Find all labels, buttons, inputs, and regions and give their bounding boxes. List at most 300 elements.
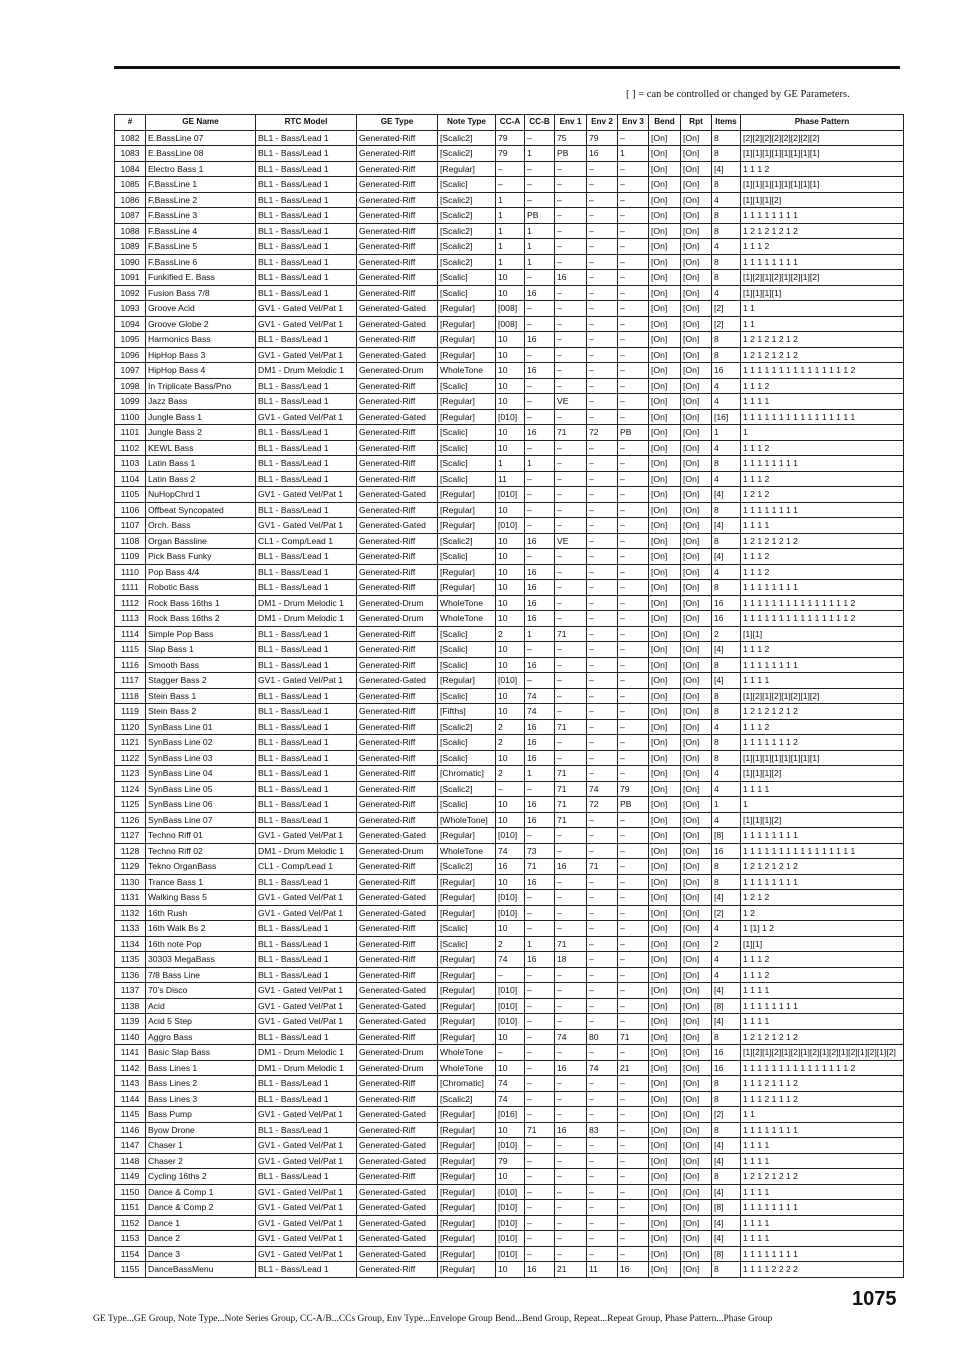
table-cell: – [618,1122,649,1138]
table-cell: GV1 - Gated Vel/Pat 1 [256,1246,357,1262]
table-cell: [Regular] [438,673,496,689]
table-cell: Bass Lines 3 [146,1091,256,1107]
table-cell: 10 [496,270,525,286]
table-cell: 71 [555,936,587,952]
table-cell: 1104 [115,471,146,487]
table-cell: – [587,1014,618,1030]
table-cell: – [555,611,587,627]
table-cell: [Regular] [438,1262,496,1278]
table-cell: 16 [712,843,741,859]
table-cell: Jazz Bass [146,394,256,410]
table-cell: 1 1 1 1 1 1 1 1 [741,1200,904,1216]
table-row [115,1045,904,1061]
table-cell: – [618,766,649,782]
table-cell: [On] [649,642,681,658]
table-cell: [On] [681,285,712,301]
table-cell: 1144 [115,1091,146,1107]
table-cell: [On] [681,719,712,735]
table-cell: – [587,735,618,751]
table-cell: – [525,549,555,565]
table-cell: Generated-Riff [357,952,438,968]
table-cell: 1150 [115,1184,146,1200]
table-cell: [Regular] [438,1138,496,1154]
table-cell: – [618,1014,649,1030]
table-cell: [010] [496,1184,525,1200]
table-cell: Generated-Gated [357,1184,438,1200]
table-cell: – [555,378,587,394]
table-cell: – [587,270,618,286]
footer-note: GE Type...GE Group, Note Type...Note Series Group, CC-A/B...CCs Group, Env Type...Envelope Group Bend...Bend Group, Repeat...Repeat Group, Phase Pattern...Phase Group [93,1314,773,1324]
table-cell: – [587,1200,618,1216]
table-cell: [Regular] [438,1107,496,1123]
table-cell: 1 1 1 2 [741,952,904,968]
table-cell: 8 [712,657,741,673]
table-cell: 10 [496,1169,525,1185]
table-cell: [Scalic] [438,285,496,301]
table-cell: [Scalic] [438,642,496,658]
table-cell: [On] [681,363,712,379]
table-cell: 10 [496,704,525,720]
table-cell: Generated-Drum [357,611,438,627]
table-cell: DM1 - Drum Melodic 1 [256,1060,357,1076]
table-row [115,161,904,177]
table-cell: 1119 [115,704,146,720]
table-cell: [On] [681,1184,712,1200]
table-cell: Dance 3 [146,1246,256,1262]
table-cell: – [525,177,555,193]
table-cell: – [555,1107,587,1123]
table-cell: 1130 [115,874,146,890]
table-cell: 10 [496,688,525,704]
table-cell: Generated-Riff [357,1169,438,1185]
table-row [115,254,904,270]
table-cell: Generated-Riff [357,394,438,410]
table-cell: – [618,611,649,627]
table-cell: – [525,130,555,146]
table-cell: – [496,177,525,193]
table-cell: Generated-Riff [357,1262,438,1278]
table-cell: BL1 - Bass/Lead 1 [256,704,357,720]
table-cell: 1 [741,797,904,813]
table-cell: – [555,316,587,332]
table-row [115,843,904,859]
table-cell: – [525,983,555,999]
table-cell: [4] [712,1138,741,1154]
table-cell: [On] [681,1122,712,1138]
table-cell: Generated-Riff [357,1122,438,1138]
table-cell: [2] [712,905,741,921]
table-cell: 4 [712,967,741,983]
table-row [115,564,904,580]
table-cell: 1 1 1 2 [741,471,904,487]
table-cell: 8 [712,130,741,146]
table-cell: [010] [496,1200,525,1216]
table-cell: 16 [525,285,555,301]
table-cell: – [555,890,587,906]
table-cell: – [587,363,618,379]
table-cell: [On] [649,1029,681,1045]
table-cell: 4 [712,921,741,937]
table-cell: – [525,347,555,363]
table-cell: Pick Bass Funky [146,549,256,565]
table-cell: 1 1 1 1 [741,673,904,689]
table-cell: [Scalic2] [438,130,496,146]
table-cell: 8 [712,1091,741,1107]
table-cell: – [555,161,587,177]
table-cell: 1121 [115,735,146,751]
table-cell: – [587,611,618,627]
table-cell: [2] [712,1107,741,1123]
table-cell: [2] [712,316,741,332]
table-cell: [On] [649,394,681,410]
table-cell: BL1 - Bass/Lead 1 [256,502,357,518]
table-cell: BL1 - Bass/Lead 1 [256,952,357,968]
table-cell: – [555,409,587,425]
table-cell: 1096 [115,347,146,363]
table-cell: [4] [712,518,741,534]
table-cell: E.BassLine 07 [146,130,256,146]
table-cell: – [587,1153,618,1169]
table-cell: [On] [681,394,712,410]
table-cell: – [587,967,618,983]
table-cell: 71 [555,719,587,735]
table-cell: – [525,270,555,286]
table-cell: – [555,1200,587,1216]
table-row [115,1184,904,1200]
table-cell: [Scalic2] [438,223,496,239]
table-cell: 1 2 1 2 1 2 1 2 [741,859,904,875]
table-cell: – [618,967,649,983]
table-cell: – [587,208,618,224]
table-cell: 8 [712,750,741,766]
table-cell: Generated-Riff [357,781,438,797]
table-cell: GV1 - Gated Vel/Pat 1 [256,1107,357,1123]
table-cell: 1112 [115,595,146,611]
table-cell: – [618,394,649,410]
table-cell: – [618,580,649,596]
table-row [115,890,904,906]
table-cell: 1 [525,239,555,255]
table-cell: – [587,766,618,782]
table-cell: [Regular] [438,905,496,921]
table-cell: – [618,719,649,735]
table-cell: 2 [496,936,525,952]
table-cell: Generated-Riff [357,502,438,518]
table-cell: [010] [496,998,525,1014]
table-cell: – [555,223,587,239]
table-cell: 1105 [115,487,146,503]
table-cell: 1 1 [741,1107,904,1123]
table-cell: [Scalic] [438,440,496,456]
table-cell: – [555,998,587,1014]
table-cell: [On] [681,626,712,642]
table-cell: [On] [681,1169,712,1185]
table-cell: 1 1 1 1 [741,394,904,410]
table-cell: [On] [649,130,681,146]
table-cell: 4 [712,564,741,580]
table-cell: [1][2][1][2][1][2][1][2][1][2][1][2][1][2][1][2] [741,1045,904,1061]
table-cell: Trance Bass 1 [146,874,256,890]
table-cell: [On] [681,1045,712,1061]
table-cell: GV1 - Gated Vel/Pat 1 [256,487,357,503]
table-cell: [010] [496,487,525,503]
table-cell: 1 [525,456,555,472]
table-cell: 10 [496,425,525,441]
table-cell: [On] [681,874,712,890]
table-cell: [Regular] [438,332,496,348]
table-cell: Acid 5 Step [146,1014,256,1030]
table-cell: 21 [618,1060,649,1076]
table-cell: In Triplicate Bass/Pno [146,378,256,394]
table-cell: [4] [712,1184,741,1200]
table-row [115,642,904,658]
table-cell: [4] [712,1231,741,1247]
table-cell: Generated-Gated [357,1231,438,1247]
table-cell: [008] [496,301,525,317]
table-cell: BL1 - Bass/Lead 1 [256,735,357,751]
table-row [115,688,904,704]
table-cell: [Scalic] [438,378,496,394]
table-cell: [On] [649,1184,681,1200]
table-cell: – [555,502,587,518]
table-cell: 1 1 1 1 [741,518,904,534]
table-cell: – [525,1169,555,1185]
table-cell: [On] [681,952,712,968]
table-cell: Generated-Riff [357,285,438,301]
table-cell: BL1 - Bass/Lead 1 [256,719,357,735]
table-cell: [On] [681,657,712,673]
table-cell: 1087 [115,208,146,224]
column-header: RTC Model [256,115,357,131]
table-cell: – [618,1045,649,1061]
table-cell: 1120 [115,719,146,735]
table-cell: 1 2 [741,905,904,921]
table-cell: 1129 [115,859,146,875]
table-cell: [On] [649,843,681,859]
table-cell: [On] [649,735,681,751]
table-cell: – [587,316,618,332]
table-cell: Generated-Riff [357,208,438,224]
table-row [115,192,904,208]
table-cell: 10 [496,533,525,549]
table-cell: Generated-Riff [357,378,438,394]
table-cell: Techno Riff 01 [146,828,256,844]
table-cell: Generated-Gated [357,301,438,317]
table-cell: [On] [649,998,681,1014]
table-cell: 1 [525,936,555,952]
table-cell: [On] [681,146,712,162]
table-cell: 1 1 1 1 [741,1153,904,1169]
table-cell: 74 [496,1091,525,1107]
table-cell: 1 1 1 2 [741,378,904,394]
table-cell: – [555,285,587,301]
table-cell: Generated-Gated [357,347,438,363]
table-cell: 74 [555,1029,587,1045]
table-cell: 1124 [115,781,146,797]
table-cell: 4 [712,285,741,301]
table-cell: [On] [649,1122,681,1138]
table-cell: NuHopChrd 1 [146,487,256,503]
table-row [115,905,904,921]
table-cell: [Regular] [438,967,496,983]
table-cell: PB [618,797,649,813]
table-row [115,626,904,642]
table-cell: 74 [496,1076,525,1092]
table-cell: – [525,1138,555,1154]
table-cell: BL1 - Bass/Lead 1 [256,192,357,208]
table-cell: BL1 - Bass/Lead 1 [256,936,357,952]
table-cell: 16 [555,270,587,286]
table-cell: 71 [555,797,587,813]
table-cell: BL1 - Bass/Lead 1 [256,797,357,813]
table-cell: [8] [712,1200,741,1216]
column-header: Env 3 [618,115,649,131]
table-cell: [Scalic] [438,471,496,487]
table-cell: – [618,1107,649,1123]
table-cell: 10 [496,549,525,565]
table-cell: Generated-Gated [357,1215,438,1231]
table-cell: 1 1 1 1 [741,1138,904,1154]
table-cell: [On] [649,874,681,890]
table-cell: DM1 - Drum Melodic 1 [256,595,357,611]
table-cell: [Scalic] [438,921,496,937]
table-cell: 16 [712,363,741,379]
table-row [115,440,904,456]
table-cell: BL1 - Bass/Lead 1 [256,208,357,224]
table-cell: Bass Lines 1 [146,1060,256,1076]
table-cell: GV1 - Gated Vel/Pat 1 [256,409,357,425]
table-cell: – [618,843,649,859]
table-cell: 16 [555,859,587,875]
table-cell: 73 [525,843,555,859]
table-cell: [1][1][1][2] [741,766,904,782]
table-cell: [On] [681,781,712,797]
table-cell: Generated-Riff [357,564,438,580]
table-cell: – [555,750,587,766]
column-header: Items [712,115,741,131]
table-cell: [1][1] [741,936,904,952]
table-cell: [8] [712,1246,741,1262]
table-cell: [4] [712,1153,741,1169]
table-cell: Generated-Riff [357,456,438,472]
table-cell: [Regular] [438,409,496,425]
table-cell: 1106 [115,502,146,518]
table-cell: 1 1 1 1 1 1 1 1 [741,657,904,673]
table-cell: 16 [525,952,555,968]
table-row [115,611,904,627]
table-cell: 10 [496,611,525,627]
table-row [115,285,904,301]
table-cell: 2 [496,719,525,735]
table-cell: [4] [712,161,741,177]
table-cell: Stein Bass 1 [146,688,256,704]
table-cell: – [618,502,649,518]
table-cell: 10 [496,347,525,363]
table-cell: [Regular] [438,1200,496,1216]
table-cell: 8 [712,1029,741,1045]
table-cell: Generated-Riff [357,1091,438,1107]
table-cell: [On] [649,1169,681,1185]
table-cell: SynBass Line 07 [146,812,256,828]
table-cell: – [555,177,587,193]
table-cell: 10 [496,812,525,828]
table-cell: VE [555,394,587,410]
table-cell: [Scalic] [438,936,496,952]
table-cell: [On] [649,797,681,813]
table-cell: BL1 - Bass/Lead 1 [256,1169,357,1185]
table-cell: – [618,595,649,611]
table-cell: BL1 - Bass/Lead 1 [256,580,357,596]
table-cell: 10 [496,502,525,518]
table-cell: – [587,487,618,503]
table-cell: – [555,301,587,317]
table-cell: – [555,1153,587,1169]
table-cell: 1100 [115,409,146,425]
table-cell: F.BassLine 1 [146,177,256,193]
table-cell: 1 1 1 1 1 1 1 1 [741,998,904,1014]
table-cell: 79 [496,1153,525,1169]
table-cell: – [587,657,618,673]
table-row [115,1107,904,1123]
table-cell: – [618,332,649,348]
table-cell: – [618,223,649,239]
table-cell: 1137 [115,983,146,999]
table-cell: 16 [525,533,555,549]
table-cell: [On] [649,983,681,999]
table-cell: – [525,316,555,332]
table-cell: 16 [555,1122,587,1138]
table-cell: 2 [712,626,741,642]
table-row [115,409,904,425]
table-cell: 1 1 1 1 1 1 1 1 [741,1122,904,1138]
table-cell: – [525,161,555,177]
table-cell: 1 1 1 1 1 1 1 1 [741,580,904,596]
table-cell: – [618,936,649,952]
table-cell: DanceBassMenu [146,1262,256,1278]
table-cell: 1 [496,239,525,255]
table-cell: Latin Bass 2 [146,471,256,487]
table-cell: 1147 [115,1138,146,1154]
table-cell: – [618,347,649,363]
table-cell: – [618,688,649,704]
table-cell: – [525,1246,555,1262]
table-cell: 1141 [115,1045,146,1061]
table-cell: 1 1 1 2 [741,564,904,580]
table-cell: [On] [649,967,681,983]
table-cell: [Scalic2] [438,859,496,875]
table-cell: 1148 [115,1153,146,1169]
table-cell: – [525,1231,555,1247]
table-cell: 4 [712,812,741,828]
table-cell: 4 [712,766,741,782]
table-cell: – [587,921,618,937]
table-cell: 1 1 1 1 1 1 1 1 1 1 1 1 1 1 1 1 [741,409,904,425]
table-cell: – [618,192,649,208]
table-cell: 1 [525,146,555,162]
table-cell: Jungle Bass 2 [146,425,256,441]
table-cell: [On] [681,905,712,921]
table-cell: – [618,1169,649,1185]
table-cell: [On] [649,146,681,162]
table-cell: 10 [496,750,525,766]
table-cell: 8 [712,735,741,751]
table-cell: [On] [649,719,681,735]
table-cell: 16 [525,611,555,627]
table-cell: GV1 - Gated Vel/Pat 1 [256,1231,357,1247]
table-cell: – [525,1060,555,1076]
table-cell: – [555,921,587,937]
table-cell: [On] [681,750,712,766]
